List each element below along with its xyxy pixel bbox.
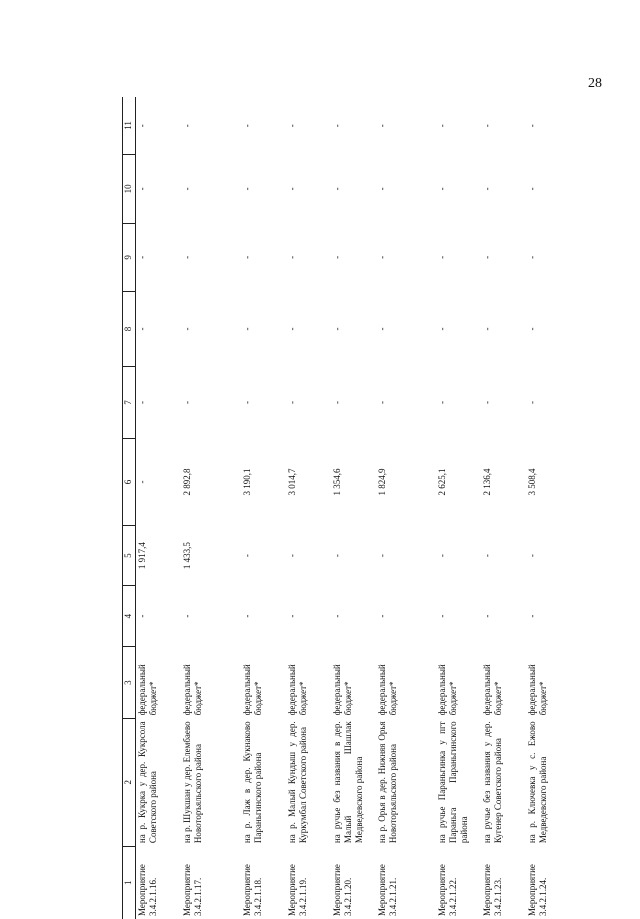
measure-description	[136, 718, 181, 846]
cell-col6: 2 892,8	[181, 468, 192, 496]
cell-col9: -	[376, 255, 387, 259]
cell-col5: -	[376, 554, 387, 558]
cell-col4: -	[181, 614, 192, 618]
measure-description	[376, 718, 436, 846]
column-header: 10	[123, 154, 136, 223]
table-row	[181, 97, 241, 919]
table-row	[331, 97, 376, 919]
cell-col6: 3 014,7	[286, 468, 297, 496]
table-row	[481, 97, 526, 919]
cell-col7: -	[286, 401, 297, 405]
cell-col10: -	[286, 187, 297, 191]
measure-description-text: на ручье без названия в дер. Малый Шашлак Медведевского района	[331, 721, 364, 844]
measure-id: Мероприятие 3.4.2.1.21.	[376, 864, 398, 916]
table-row	[286, 97, 331, 919]
cell-col7: -	[331, 401, 342, 405]
cell-col5: -	[286, 554, 297, 558]
measure-description	[526, 718, 571, 846]
column-header: 11	[123, 97, 136, 154]
measure-id: Мероприятие 3.4.2.1.17.	[181, 864, 203, 916]
table-header	[123, 97, 136, 919]
cell-col6: 3 190,1	[241, 468, 252, 496]
cell-col7: -	[241, 401, 252, 405]
cell-col7: -	[137, 401, 147, 405]
budget-source: федеральный бюджет*	[137, 664, 159, 716]
measure-description-text: на р. Орья в дер. Нижняя Орья Новоторъяльского района	[376, 721, 398, 844]
cell-col6: 1 824,9	[376, 468, 387, 496]
measure-id: Мероприятие 3.4.2.1.23.	[481, 864, 503, 916]
cell-col9: -	[331, 255, 342, 259]
table-row	[526, 97, 571, 919]
cell-col6: 2 136,4	[481, 468, 492, 496]
measure-description-text: на р. Шукшан у дер. Елембаево Новоторъяльского района	[181, 721, 203, 844]
cell-col9: -	[481, 255, 492, 259]
cell-col10: -	[331, 187, 342, 191]
measure-description-text: на ручье без названия у дер. Кугенер Советского района	[481, 721, 503, 844]
cell-col4: -	[286, 614, 297, 618]
cell-col5: -	[436, 554, 447, 558]
cell-col6: -	[137, 480, 147, 484]
budget-source: федеральный бюджет*	[526, 664, 548, 716]
measure-description-text: на р. Малый Кундыш у дер. Куркумбал Советского района	[286, 721, 308, 844]
cell-col4: -	[331, 614, 342, 618]
cell-col6: 3 508,4	[526, 468, 537, 496]
cell-col10: -	[137, 187, 147, 191]
cell-col7: -	[481, 401, 492, 405]
table-row	[376, 97, 436, 919]
column-header: 3	[123, 647, 136, 719]
column-header: 6	[123, 438, 136, 525]
cell-col9: -	[436, 255, 447, 259]
cell-col4: -	[137, 614, 147, 618]
column-header: 8	[123, 291, 136, 367]
cell-col5: -	[526, 554, 537, 558]
rotated-table-container	[122, 97, 562, 919]
cell-col4: -	[526, 614, 537, 618]
cell-col8: -	[181, 327, 192, 331]
budget-source: федеральный бюджет*	[436, 664, 458, 716]
cell-col9: -	[526, 255, 537, 259]
cell-col8: -	[286, 327, 297, 331]
measure-description	[481, 718, 526, 846]
column-header: 5	[123, 526, 136, 586]
cell-col8: -	[436, 327, 447, 331]
table-row	[136, 97, 181, 919]
cell-col7: -	[526, 401, 537, 405]
cell-col11: -	[436, 124, 447, 128]
cell-col11: -	[181, 124, 192, 128]
cell-col8: -	[526, 327, 537, 331]
column-header: 2	[123, 718, 136, 846]
cell-col8: -	[331, 327, 342, 331]
cell-col10: -	[526, 187, 537, 191]
budget-table	[122, 97, 571, 919]
cell-col6: 1 354,6	[331, 468, 342, 496]
measure-description-text: на ручье Параньгинка у пгт Параньга Параньгинского района	[436, 721, 469, 844]
budget-source: федеральный бюджет*	[376, 664, 398, 716]
cell-col8: -	[376, 327, 387, 331]
measure-id: Мероприятие 3.4.2.1.18.	[241, 864, 263, 916]
cell-col7: -	[181, 401, 192, 405]
budget-source: федеральный бюджет*	[481, 664, 503, 716]
cell-col11: -	[241, 124, 252, 128]
measure-description	[241, 718, 286, 846]
cell-col7: -	[436, 401, 447, 405]
budget-source: федеральный бюджет*	[331, 664, 353, 716]
cell-col8: -	[241, 327, 252, 331]
cell-col4: -	[436, 614, 447, 618]
budget-source: федеральный бюджет*	[241, 664, 263, 716]
cell-col10: -	[376, 187, 387, 191]
measure-id: Мероприятие 3.4.2.1.22.	[436, 864, 458, 916]
cell-col9: -	[137, 255, 147, 259]
cell-col4: -	[376, 614, 387, 618]
cell-col4: -	[481, 614, 492, 618]
cell-col10: -	[481, 187, 492, 191]
measure-description	[436, 718, 481, 846]
budget-source: федеральный бюджет*	[181, 664, 203, 716]
budget-source: федеральный бюджет*	[286, 664, 308, 716]
cell-col11: -	[526, 124, 537, 128]
cell-col10: -	[436, 187, 447, 191]
column-header: 9	[123, 223, 136, 291]
column-header: 1	[123, 846, 136, 919]
cell-col10: -	[241, 187, 252, 191]
measure-description-text: на р. Ключевка у с. Ежово Медведевского района	[526, 721, 548, 844]
page-number: 28	[588, 76, 602, 91]
table-body	[136, 97, 571, 919]
cell-col4: -	[241, 614, 252, 618]
measure-id: Мероприятие 3.4.2.1.19.	[286, 864, 308, 916]
cell-col5: 1 433,5	[181, 542, 192, 570]
table-row	[436, 97, 481, 919]
measure-description	[286, 718, 331, 846]
cell-col8: -	[137, 327, 147, 331]
cell-col8: -	[481, 327, 492, 331]
header-row	[123, 97, 136, 919]
cell-col11: -	[137, 124, 147, 128]
cell-col5: -	[481, 554, 492, 558]
table-row	[241, 97, 286, 919]
cell-col11: -	[331, 124, 342, 128]
cell-col5: 1 917,4	[137, 542, 147, 570]
cell-col11: -	[481, 124, 492, 128]
measure-id: Мероприятие 3.4.2.1.24.	[526, 864, 548, 916]
cell-col5: -	[241, 554, 252, 558]
column-header: 4	[123, 586, 136, 647]
measure-id: Мероприятие 3.4.2.1.16.	[137, 864, 159, 916]
cell-col9: -	[241, 255, 252, 259]
cell-col9: -	[286, 255, 297, 259]
cell-col6: 2 625,1	[436, 468, 447, 496]
measure-description-text: на р. Лаж в дер. Кукнаково Параньгинского района	[241, 721, 263, 844]
measure-description	[181, 718, 241, 846]
cell-col11: -	[376, 124, 387, 128]
cell-col5: -	[331, 554, 342, 558]
measure-description	[331, 718, 376, 846]
cell-col9: -	[181, 255, 192, 259]
measure-description-text: на р. Кукрка у дер. Кукрсола Советского района	[137, 721, 159, 844]
cell-col10: -	[181, 187, 192, 191]
column-header: 7	[123, 367, 136, 439]
cell-col11: -	[286, 124, 297, 128]
measure-id: Мероприятие 3.4.2.1.20.	[331, 864, 353, 916]
cell-col7: -	[376, 401, 387, 405]
